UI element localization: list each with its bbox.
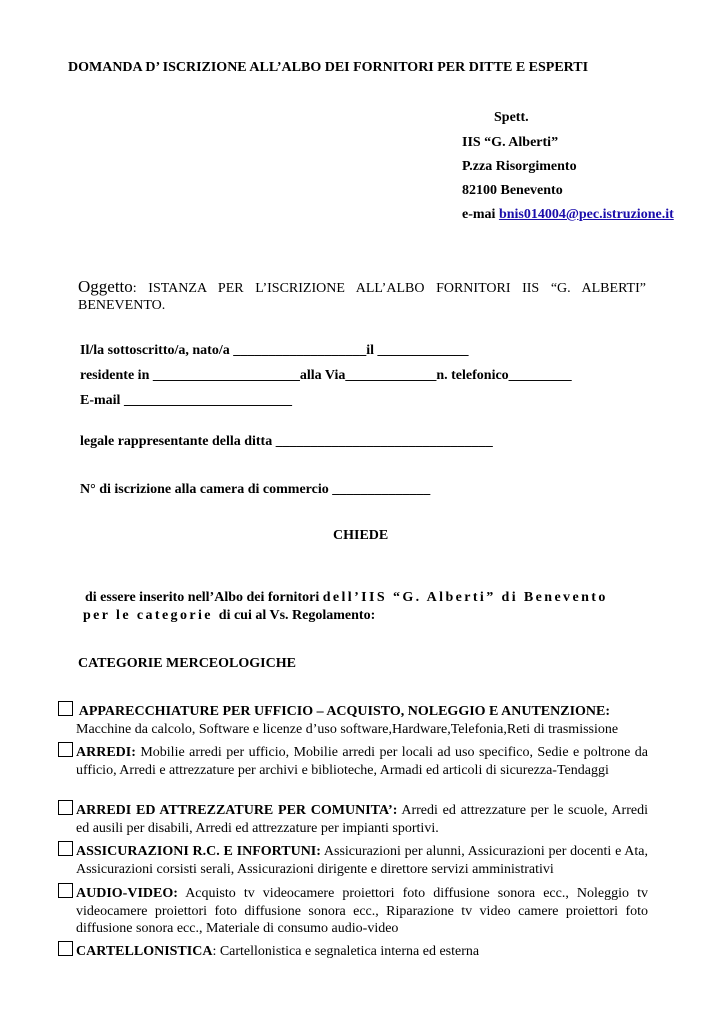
category-label: AUDIO-VIDEO: [76, 886, 178, 901]
category-checkbox[interactable] [58, 941, 73, 956]
request-line-1b: dell’IIS “G. Alberti” di Benevento [322, 590, 608, 605]
category-label: ARREDI: [76, 745, 136, 760]
recipient-salutation: Spett. [494, 110, 529, 125]
category-desc: : Cartellonistica e segnaletica interna ed esterna [212, 944, 480, 959]
category-item [58, 800, 648, 837]
subject-text: : ISTANZA PER L’ISCRIZIONE ALL’ALBO FORNITORI IIS “G. ALBERTI” BENEVENTO. [78, 281, 646, 313]
category-desc: Arredi ed attrezzature per le scuole, Arredi ed ausili per disabili, Arredi ed attrezzature per impianti sportivi. [76, 803, 648, 836]
recipient-school: IIS “G. Alberti” [462, 135, 559, 150]
document-title: DOMANDA D’ ISCRIZIONE ALL’ALBO DEI FORNITORI PER DITTE E ESPERTI [68, 60, 589, 75]
category-checkbox[interactable] [58, 841, 73, 856]
category-item [58, 941, 648, 961]
category-label: ARREDI ED ATTREZZATURE PER COMUNITA’: [76, 803, 398, 818]
category-checkbox[interactable] [58, 701, 73, 716]
request-line-1a: di essere inserito nell’Albo dei fornitori [85, 590, 323, 605]
category-checkbox[interactable] [58, 800, 73, 815]
field-birth: Il/la sottoscritto/a, nato/a ___________________il _____________ [80, 343, 469, 358]
request-line-2a: per le categorie [83, 608, 219, 623]
subject-lead: Oggetto [78, 277, 133, 296]
category-desc: Acquisto tv videocamere proiettori foto diffusione sonora ecc., Noleggio tv videocamere proiettori foto diffusione sonora ecc., Riparazione tv video camere proiettori foto diffusione sonora ecc., Materiale di consumo audio-video [76, 886, 648, 936]
subject-block [78, 278, 646, 314]
category-desc: Mobilie arredi per ufficio, Mobilie arredi per locali ad uso specifico, Sedie e poltrone da ufficio, Arredi e attrezzature per archivi e biblioteche, Armadi ed articoli di sicurezza-Tendaggi [76, 745, 648, 778]
category-item [58, 841, 648, 878]
field-chamber-commerce: N° di iscrizione alla camera di commercio ______________ [80, 482, 431, 497]
category-checkbox[interactable] [58, 883, 73, 898]
request-line-2 [83, 608, 375, 624]
recipient-street: P.zza Risorgimento [462, 159, 577, 174]
field-legal-rep: legale rappresentante della ditta _______________________________ [80, 434, 493, 449]
field-residence: residente in _____________________alla Via_____________n. telefonico_________ [80, 368, 572, 383]
category-checkbox[interactable] [58, 742, 73, 757]
category-desc: Macchine da calcolo, Software e licenze d’uso software,Hardware,Telefonia,Reti di trasmissione [76, 721, 619, 737]
recipient-email-line [462, 207, 674, 223]
category-item [58, 742, 648, 779]
request-line-1 [85, 590, 608, 606]
recipient-city: 82100 Benevento [462, 183, 563, 198]
category-label: CARTELLONISTICA [76, 944, 213, 959]
category-item [58, 701, 648, 738]
recipient-email-link[interactable]: bnis014004@pec.istruzione.it [498, 207, 674, 222]
request-line-2b: di cui al Vs. Regolamento: [218, 608, 376, 623]
field-email: E-mail ________________________ [80, 393, 292, 408]
category-item [58, 883, 648, 938]
category-label: ASSICURAZIONI R.C. E INFORTUNI: [76, 844, 321, 859]
category-label: APPARECCHIATURE PER UFFICIO – ACQUISTO, NOLEGGIO E ANUTENZIONE: [76, 704, 611, 719]
categories-heading: CATEGORIE MERCEOLOGICHE [78, 656, 296, 671]
recipient-email-prefix: e-mai [462, 207, 496, 222]
chiede-heading: CHIEDE [333, 528, 389, 543]
category-desc: Assicurazioni per alunni, Assicurazioni per docenti e Ata, Assicurazioni corsisti serali, Assicurazioni dirigente e direttore servizi amministrativi [76, 844, 648, 877]
